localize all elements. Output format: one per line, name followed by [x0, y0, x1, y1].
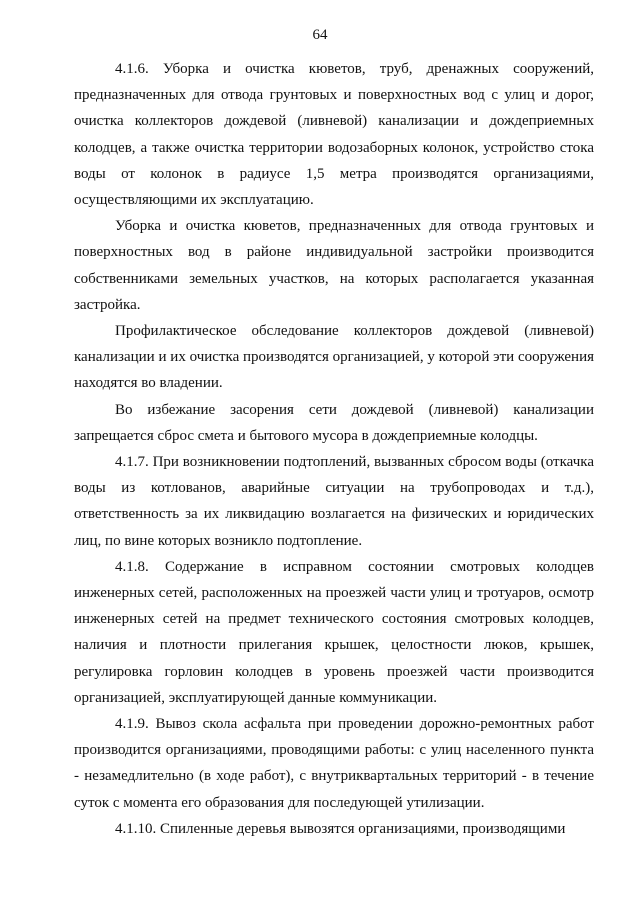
paragraph-4-1-6: 4.1.6. Уборка и очистка кюветов, труб, дренажных сооружений, предназначенных для отвода грунтовых и поверхностных вод с улиц и дорог, очистка коллекторов дождевой (ливневой) канализации и дождеприемных колодцев, а также очистка территории водозаборных колонок, устройство стока воды от колонок в радиусе 1,5 метра производятся организациями, осуществляющими их эксплуатацию.	[74, 61, 594, 209]
page-number: 64	[312, 27, 328, 43]
paragraph-4-1-9: 4.1.9. Вывоз скола асфальта при проведении дорожно-ремонтных работ производится организациями, проводящими работы: с улиц населенного пункта - незамедлительно (в ходе работ), с внутриквартальных территорий - в течение суток с момента его образования для последующей утилизации.	[74, 716, 594, 811]
paragraph-4-1-7: 4.1.7. При возникновении подтоплений, вызванных сбросом воды (откачка воды из котлованов, аварийные ситуации на трубопроводах и т.д.), ответственность за их ликвидацию возлагается на физических и юридических лиц, по вине которых возникло подтопление.	[74, 454, 594, 549]
paragraph-debris-prohibition: Во избежание засорения сети дождевой (ливневой) канализации запрещается сброс смета и бытового мусора в дождеприемные колодцы.	[74, 401, 594, 444]
paragraph-collector-inspection: Профилактическое обследование коллекторов дождевой (ливневой) канализации и их очистка производятся организацией, у которой эти сооружения находятся во владении.	[74, 323, 594, 392]
paragraph-4-1-10: 4.1.10. Спиленные деревья вывозятся организациями, производящими	[115, 820, 566, 837]
document-body	[74, 56, 594, 842]
paragraph-4-1-8: 4.1.8. Содержание в исправном состоянии смотровых колодцев инженерных сетей, расположенных на проезжей части улиц и тротуаров, осмотр инженерных сетей на предмет технического состояния смотровых колодцев, наличия и плотности прилегания крышек, целостности люков, крышек, регулировка горловин колодцев в уровень проезжей части производится организацией, эксплуатирующей данные коммуникации.	[74, 558, 594, 706]
paragraph-ditch-cleaning: Уборка и очистка кюветов, предназначенных для отвода грунтовых и поверхностных вод в районе индивидуальной застройки производится собственниками земельных участков, на которых располагается указанная застройка.	[74, 218, 594, 313]
